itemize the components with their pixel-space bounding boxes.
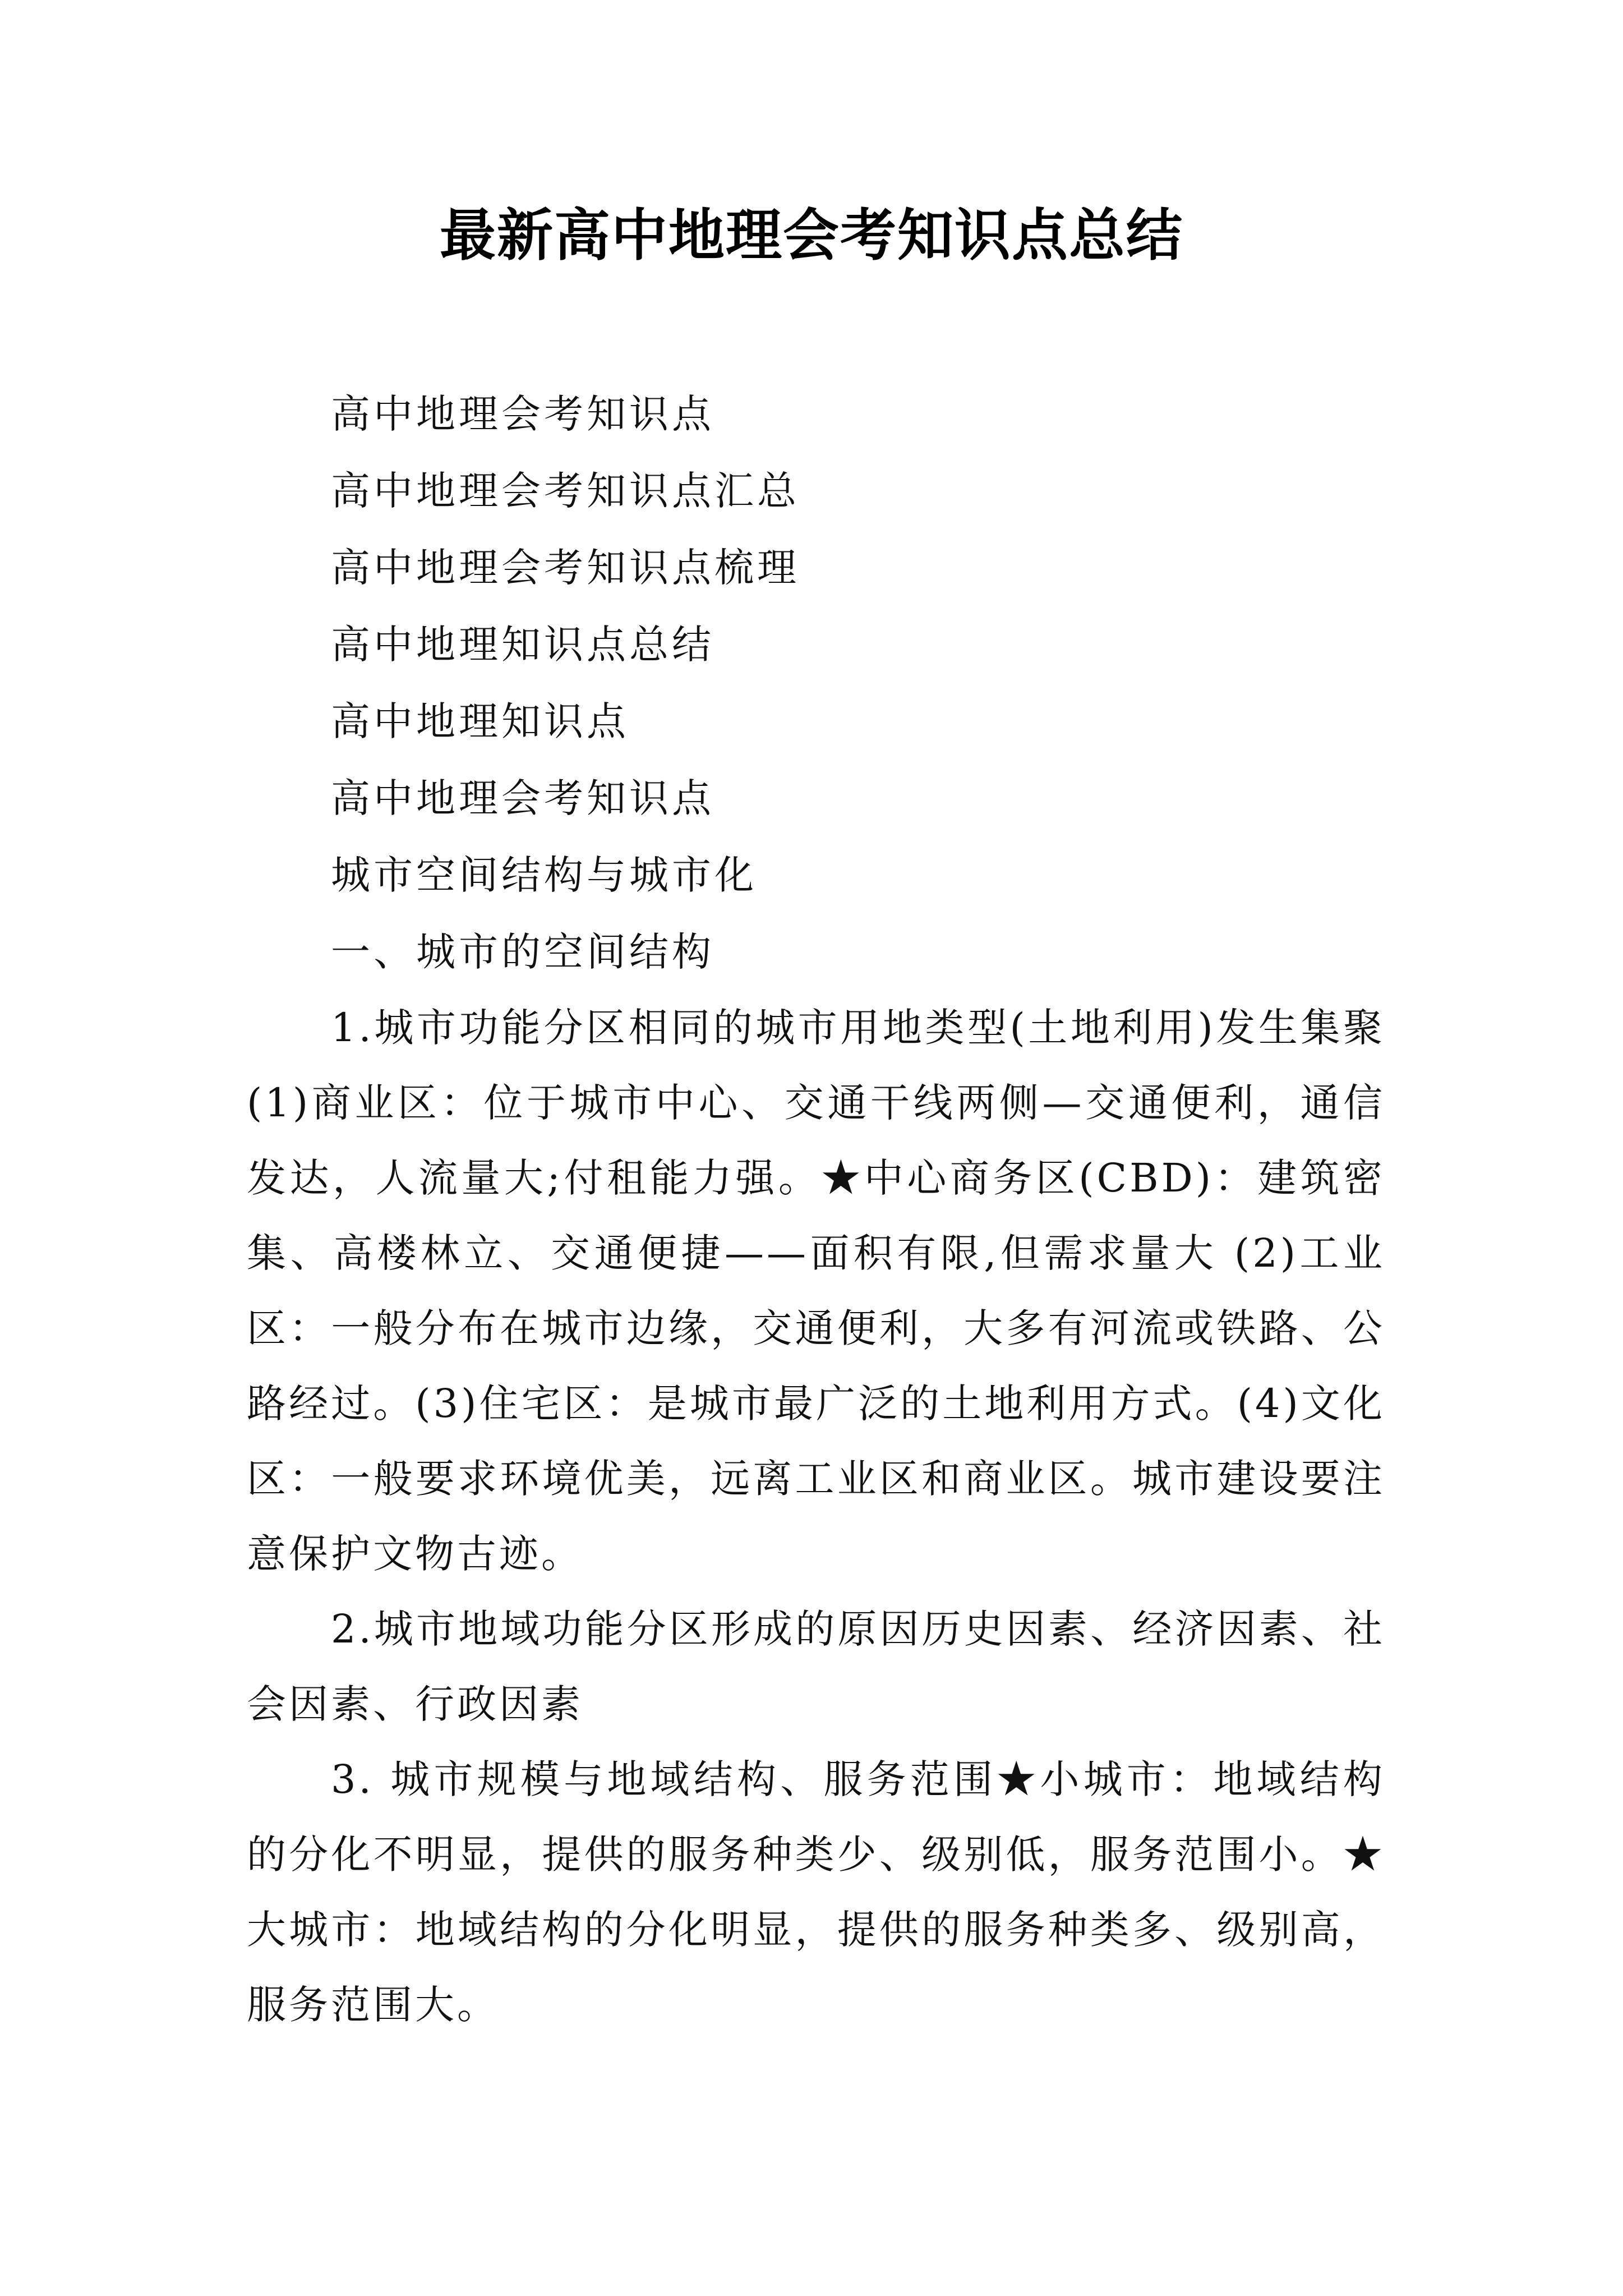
toc-line: 高中地理会考知识点: [331, 391, 714, 437]
document-title: 最新高中地理会考知识点总结: [440, 203, 1183, 268]
toc-line: 高中地理知识点: [331, 698, 629, 744]
paragraph-zone-causes: 2.城市地域功能分区形成的原因历史因素、经济因素、社会因素、行政因素: [247, 1606, 1385, 1727]
document-body: [247, 990, 1385, 2042]
toc-line: 高中地理知识点总结: [331, 622, 714, 668]
paragraph-city-scale: 3. 城市规模与地域结构、服务范围★小城市：地域结构的分化不明显，提供的服务种类少、级别低，服务范围小。★大城市：地域结构的分化明显，提供的服务种类多、级别高，服务范围大。: [247, 1756, 1385, 2028]
subsection-heading: 一、城市的空间结构: [331, 929, 714, 975]
toc-list: [331, 376, 800, 991]
toc-line: 高中地理会考知识点梳理: [331, 545, 800, 591]
toc-line: 高中地理会考知识点: [331, 775, 714, 821]
section-heading: 城市空间结构与城市化: [331, 852, 757, 898]
paragraph-functional-zones: 1.城市功能分区相同的城市用地类型(土地利用)发生集聚(1)商业区：位于城市中心、交通干线两侧—交通便利，通信发达，人流量大;付租能力强。★中心商务区(CBD)：建筑密集、高楼林立、交通便捷——面积有限,但需求量大 (2)工业区：一般分布在城市边缘，交通便利，大多有河流或铁路、公路经过。(3)住宅区：是城市最广泛的土地利用方式。(4)文化区：一般要求环境优美，远离工业区和商业区。城市建设要注意保护文物古迹。: [247, 1005, 1385, 1577]
toc-line: 高中地理会考知识点汇总: [331, 468, 800, 514]
